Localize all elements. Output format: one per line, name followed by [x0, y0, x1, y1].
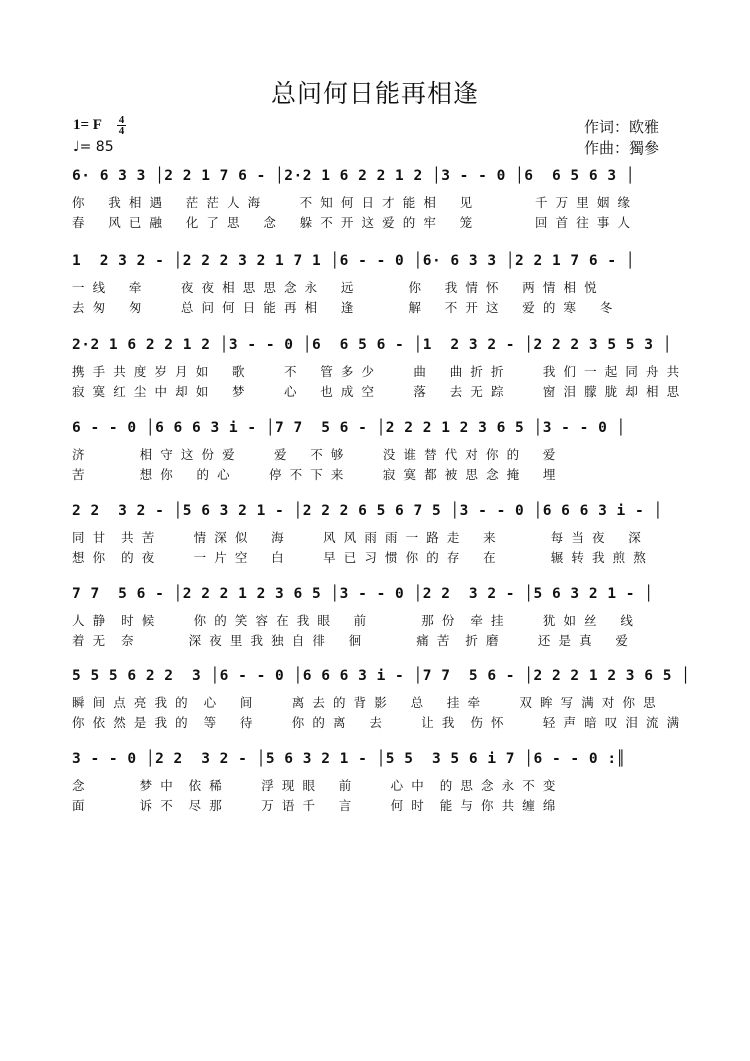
notation-row: 2 2 3 2 - │5 6 3 2 1 - │2 2 2 6 5 6 7 5 │3 - - 0 │6 6 6 3 i - │	[72, 503, 663, 519]
key-signature: 1= F	[73, 117, 102, 133]
credits	[584, 117, 659, 159]
lyric-line-1: 同 甘 共 苦 情 深 似 海 风 风 雨 雨 一 路 走 来 每 当 夜 深	[72, 530, 642, 545]
lyricist: 作词：欧雅	[584, 118, 660, 136]
lyric-line-2: 寂 寞 红 尘 中 却 如 梦 心 也 成 空 落 去 无 踪 窗 泪 朦 胧 却 相 思	[72, 384, 680, 399]
lyric-line-2: 着 无 奈 深 夜 里 我 独 自 徘 徊 痛 苦 折 磨 还 是 真 爱	[72, 633, 629, 648]
composer: 作曲：獨參	[584, 139, 660, 157]
lyric-line-1: 念 梦 中 依 稀 浮 现 眼 前 心 中 的 思 念 永 不 变	[72, 778, 556, 793]
notation-row: 7 7 5 6 - │2 2 2 1 2 3 6 5 │3 - - 0 │2 2 3 2 - │5 6 3 2 1 - │	[72, 586, 654, 602]
lyric-line-2: 苦 想 你 的 心 停 不 下 来 寂 寞 都 被 思 念 掩 埋	[72, 467, 556, 482]
lyric-line-1: 一 线 牵 夜 夜 相 思 思 念 永 远 你 我 情 怀 两 情 相 悦	[72, 280, 597, 295]
notation-row: 6· 6 3 3 │2 2 1 7 6 - │2·2 1 6 2 2 1 2 │3 - - 0 │6 6 5 6 3 │	[72, 168, 636, 184]
lyric-line-2: 去 匆 匆 总 问 何 日 能 再 相 逢 解 不 开 这 爱 的 寒 冬	[72, 300, 613, 315]
notation-row: 2·2 1 6 2 2 1 2 │3 - - 0 │6 6 5 6 - │1 2 3 2 - │2 2 2 3 5 5 3 │	[72, 337, 672, 353]
notation-row: 3 - - 0 │2 2 3 2 - │5 6 3 2 1 - │5 5 3 5 6 i 7 │6 - - 0 :║	[72, 751, 626, 767]
lyric-line-2: 想 你 的 夜 一 片 空 白 早 已 习 惯 你 的 存 在 辗 转 我 煎 熬	[72, 550, 647, 565]
page-title: 总问何日能再相逢	[270, 79, 479, 108]
time-signature-bottom: 4	[118, 125, 125, 137]
lyric-line-1: 济 相 守 这 份 爱 爱 不 够 没 谁 替 代 对 你 的 爱	[72, 447, 556, 462]
notation-row: 5 5 5 6 2 2 3 │6 - - 0 │6 6 6 3 i - │7 7 5 6 - │2 2 2 1 2 3 6 5 │	[72, 668, 691, 684]
lyric-line-2: 你 依 然 是 我 的 等 待 你 的 离 去 让 我 伤 怀 轻 声 暗 叹 泪 流 满	[72, 715, 680, 730]
notation-row: 1 2 3 2 - │2 2 2 3 2 1 7 1 │6 - - 0 │6· 6 3 3 │2 2 1 7 6 - │	[72, 253, 636, 269]
tempo-marking: ♩= 85	[73, 139, 114, 155]
time-signature-top: 4	[118, 114, 125, 126]
lyric-line-2: 春 风 已 融 化 了 思 念 躲 不 开 这 爱 的 牢 笼 回 首 往 事 人	[72, 215, 631, 230]
lyric-line-2: 面 诉 不 尽 那 万 语 千 言 何 时 能 与 你 共 缠 绵	[72, 798, 556, 813]
lyric-line-1: 瞬 间 点 亮 我 的 心 间 离 去 的 背 影 总 挂 牵 双 眸 写 满 对 你 思	[72, 695, 656, 710]
lyric-line-1: 携 手 共 度 岁 月 如 歌 不 管 多 少 曲 曲 折 折 我 们 一 起 同 舟 共	[72, 364, 680, 379]
time-signature	[117, 115, 126, 136]
lyric-line-1: 你 我 相 遇 茫 茫 人 海 不 知 何 日 才 能 相 见 千 万 里 姻 缘	[72, 195, 631, 210]
lyric-line-1: 人 静 时 候 你 的 笑 容 在 我 眼 前 那 份 牵 挂 犹 如 丝 线	[72, 613, 634, 628]
notation-row: 6 - - 0 │6 6 6 3 i - │7 7 5 6 - │2 2 2 1 2 3 6 5 │3 - - 0 │	[72, 420, 626, 436]
